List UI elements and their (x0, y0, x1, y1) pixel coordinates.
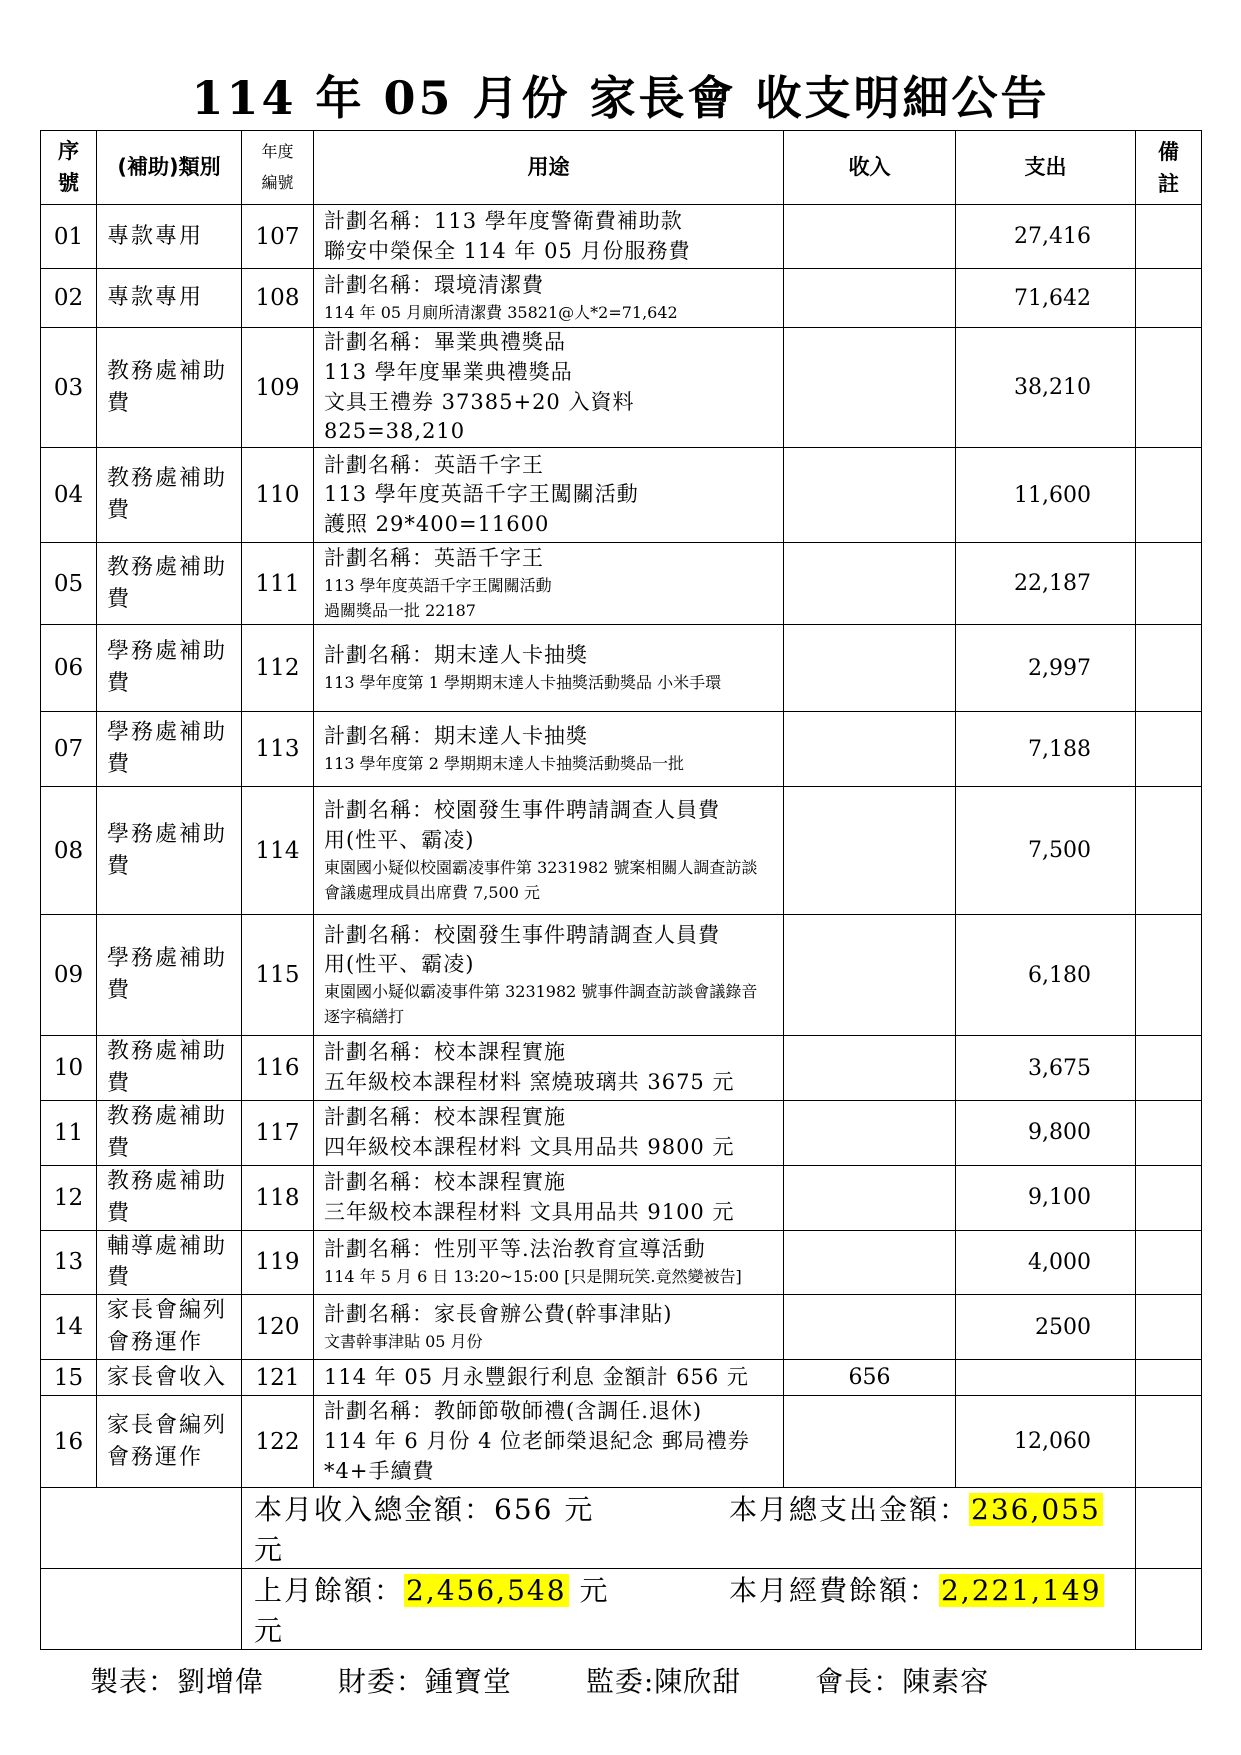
header-category: (補助)類別 (97, 131, 242, 205)
row-seq: 01 (41, 205, 97, 269)
row-seq: 08 (41, 787, 97, 915)
month-balance: 本月經費餘額：2,221,149 元 (254, 1574, 1102, 1648)
summary-spacer (41, 1569, 242, 1650)
row-use (314, 269, 784, 328)
row-note (1136, 448, 1202, 543)
row-category: 輔導處補助費 (97, 1230, 242, 1295)
row-use (314, 1396, 784, 1488)
row-use-line: 計劃名稱：教師節敬師禮(含調任.退休) (324, 1398, 703, 1423)
row-expense: 22,187 (956, 543, 1136, 625)
row-use-line: 113 學年度第 2 學期期末達人卡抽獎活動獎品一批 (324, 753, 684, 773)
row-use-line: 計劃名稱：期末達人卡抽獎 (324, 642, 588, 667)
row-category: 專款專用 (97, 269, 242, 328)
row-use-line: 計劃名稱：環境清潔費 (324, 272, 544, 297)
row-use (314, 1295, 784, 1360)
row-use-line: 五年級校本課程材料 窯燒玻璃共 3675 元 (324, 1070, 735, 1095)
header-note: 備 註 (1136, 131, 1202, 205)
signature-line (90, 1660, 1053, 1700)
row-code: 122 (242, 1396, 314, 1488)
summary-note (1136, 1569, 1202, 1650)
row-use-line: 計劃名稱：113 學年度警衛費補助款 (324, 208, 683, 233)
row-use (314, 712, 784, 787)
row-note (1136, 625, 1202, 712)
row-seq: 13 (41, 1230, 97, 1295)
row-income (784, 1101, 956, 1166)
row-income (784, 787, 956, 915)
row-note (1136, 328, 1202, 448)
table-row (41, 1295, 1202, 1360)
row-income (784, 1230, 956, 1295)
row-code: 112 (242, 625, 314, 712)
row-seq: 09 (41, 915, 97, 1036)
row-use-line: 用(性平、霸凌) (324, 952, 475, 977)
row-expense: 7,188 (956, 712, 1136, 787)
row-code: 115 (242, 915, 314, 1036)
row-seq: 12 (41, 1165, 97, 1230)
row-income (784, 915, 956, 1036)
row-income (784, 712, 956, 787)
signature-chair: 會長：陳素容 (815, 1665, 990, 1698)
row-code: 110 (242, 448, 314, 543)
row-note (1136, 712, 1202, 787)
row-income (784, 205, 956, 269)
row-income (784, 1165, 956, 1230)
header-use: 用途 (314, 131, 784, 205)
row-use-line: 計劃名稱：性別平等.法治教育宣導活動 (324, 1237, 706, 1262)
row-use-line: 四年級校本課程材料 文具用品共 9800 元 (324, 1134, 735, 1159)
row-use-line: 文具王禮券 37385+20 入資料 825=38,210 (324, 389, 635, 444)
table-row (41, 915, 1202, 1036)
row-seq: 10 (41, 1036, 97, 1101)
row-use-line: 113 學年度英語千字王闖關活動 (324, 482, 639, 507)
row-expense: 27,416 (956, 205, 1136, 269)
row-expense: 2500 (956, 1295, 1136, 1360)
table-row (41, 1230, 1202, 1295)
row-expense: 2,997 (956, 625, 1136, 712)
row-note (1136, 1230, 1202, 1295)
row-code: 121 (242, 1360, 314, 1396)
row-note (1136, 1360, 1202, 1396)
row-expense (956, 1360, 1136, 1396)
row-use (314, 1101, 784, 1166)
row-code: 117 (242, 1101, 314, 1166)
row-income: 656 (784, 1360, 956, 1396)
row-use-line: 護照 29*400=11600 (324, 512, 550, 537)
row-expense: 71,642 (956, 269, 1136, 328)
summary-row-2 (41, 1569, 1202, 1650)
row-use-line: 計劃名稱：校本課程實施 (324, 1040, 566, 1065)
row-use (314, 787, 784, 915)
header-row (41, 131, 1202, 205)
row-category: 專款專用 (97, 205, 242, 269)
row-income (784, 328, 956, 448)
ledger-table (40, 130, 1202, 1650)
table-row (41, 1101, 1202, 1166)
row-expense: 9,100 (956, 1165, 1136, 1230)
row-use (314, 1360, 784, 1396)
table-row (41, 1360, 1202, 1396)
row-use-line: 114 年 5 月 6 日 13:20~15:00 [只是開玩笑.竟然變被告] (324, 1266, 742, 1286)
row-income (784, 1036, 956, 1101)
row-note (1136, 1295, 1202, 1360)
row-use (314, 205, 784, 269)
row-use-line: 計劃名稱：英語千字王 (324, 546, 544, 571)
row-expense: 38,210 (956, 328, 1136, 448)
row-code: 109 (242, 328, 314, 448)
row-use-line: 計劃名稱：英語千字王 (324, 452, 544, 477)
month-expense-total: 本月總支出金額：236,055 元 (254, 1493, 1101, 1567)
row-seq: 06 (41, 625, 97, 712)
page-title: 114 年 05 月份 家長會 收支明細公告 (191, 71, 1050, 125)
row-category: 教務處補助費 (97, 543, 242, 625)
summary-month-totals (242, 1488, 1136, 1569)
row-use-line: 計劃名稱：校園發生事件聘請調查人員費 (324, 922, 720, 947)
row-expense: 12,060 (956, 1396, 1136, 1488)
row-use-line: 114 年 05 月永豐銀行利息 金額計 656 元 (324, 1364, 749, 1389)
row-expense: 6,180 (956, 915, 1136, 1036)
row-income (784, 269, 956, 328)
row-use-line: 聯安中榮保全 114 年 05 月份服務費 (324, 238, 691, 263)
row-code: 114 (242, 787, 314, 915)
row-use (314, 543, 784, 625)
row-income (784, 448, 956, 543)
row-category: 家長會編列會務運作 (97, 1396, 242, 1488)
row-note (1136, 1036, 1202, 1101)
table-row (41, 787, 1202, 915)
row-expense: 9,800 (956, 1101, 1136, 1166)
table-row (41, 269, 1202, 328)
row-use-line: 文書幹事津貼 05 月份 (324, 1331, 483, 1351)
summary-balances (242, 1569, 1136, 1650)
summary-row-1 (41, 1488, 1202, 1569)
row-use-line: 114 年 6 月份 4 位老師榮退紀念 郵局禮券*4+手續費 (324, 1428, 750, 1483)
row-use (314, 1230, 784, 1295)
row-category: 教務處補助費 (97, 1165, 242, 1230)
row-seq: 15 (41, 1360, 97, 1396)
row-use-line: 三年級校本課程材料 文具用品共 9100 元 (324, 1199, 735, 1224)
row-use (314, 915, 784, 1036)
table-row (41, 448, 1202, 543)
previous-balance: 上月餘額：2,456,548 元 (254, 1574, 610, 1608)
row-use-line: 計劃名稱：校本課程實施 (324, 1169, 566, 1194)
row-income (784, 1396, 956, 1488)
row-use-line: 114 年 05 月廁所清潔費 35821@人*2=71,642 (324, 302, 678, 322)
row-use (314, 1165, 784, 1230)
row-seq: 07 (41, 712, 97, 787)
row-use (314, 625, 784, 712)
row-note (1136, 1396, 1202, 1488)
row-use-line: 用(性平、霸凌) (324, 827, 475, 852)
table-row (41, 328, 1202, 448)
table-row (41, 625, 1202, 712)
row-category: 教務處補助費 (97, 328, 242, 448)
row-use-line: 過關獎品一批 22187 (324, 600, 476, 620)
row-use-line: 計劃名稱：校本課程實施 (324, 1105, 566, 1130)
row-note (1136, 1101, 1202, 1166)
row-seq: 05 (41, 543, 97, 625)
row-note (1136, 787, 1202, 915)
ledger-rows (41, 205, 1202, 1488)
row-use-line: 113 學年度第 1 學期期末達人卡抽獎活動獎品 小米手環 (324, 672, 722, 692)
row-expense: 11,600 (956, 448, 1136, 543)
row-seq: 04 (41, 448, 97, 543)
row-seq: 11 (41, 1101, 97, 1166)
row-seq: 16 (41, 1396, 97, 1488)
row-category: 教務處補助費 (97, 1036, 242, 1101)
row-use-line: 113 學年度英語千字王闖關活動 (324, 575, 552, 595)
row-category: 教務處補助費 (97, 1101, 242, 1166)
row-note (1136, 543, 1202, 625)
row-category: 家長會編列會務運作 (97, 1295, 242, 1360)
row-note (1136, 915, 1202, 1036)
row-note (1136, 269, 1202, 328)
row-code: 120 (242, 1295, 314, 1360)
row-category: 家長會收入 (97, 1360, 242, 1396)
header-code: 年度 編號 (242, 131, 314, 205)
header-expense: 支出 (956, 131, 1136, 205)
row-category: 學務處補助費 (97, 787, 242, 915)
table-row (41, 712, 1202, 787)
month-income-total: 本月收入總金額：656 元 (254, 1493, 595, 1527)
row-code: 113 (242, 712, 314, 787)
row-use-line: 東園國小疑似霸凌事件第 3231982 號事件調查訪談會議錄音逐字稿繕打 (324, 982, 758, 1027)
row-category: 學務處補助費 (97, 625, 242, 712)
row-code: 108 (242, 269, 314, 328)
row-code: 111 (242, 543, 314, 625)
row-code: 119 (242, 1230, 314, 1295)
header-seq: 序 號 (41, 131, 97, 205)
header-income: 收入 (784, 131, 956, 205)
row-use-line: 計劃名稱：家長會辦公費(幹事津貼) (324, 1301, 673, 1326)
signature-finance: 財委：鍾寶堂 (337, 1665, 512, 1698)
row-use-line: 計劃名稱：校園發生事件聘請調查人員費 (324, 798, 720, 823)
row-note (1136, 1165, 1202, 1230)
table-row (41, 1165, 1202, 1230)
row-use (314, 448, 784, 543)
row-expense: 7,500 (956, 787, 1136, 915)
row-category: 學務處補助費 (97, 712, 242, 787)
row-use (314, 328, 784, 448)
row-seq: 14 (41, 1295, 97, 1360)
row-code: 107 (242, 205, 314, 269)
table-row (41, 1396, 1202, 1488)
row-income (784, 625, 956, 712)
row-expense: 3,675 (956, 1036, 1136, 1101)
row-use-line: 計劃名稱：畢業典禮獎品 (324, 330, 566, 354)
row-category: 學務處補助費 (97, 915, 242, 1036)
table-row (41, 1036, 1202, 1101)
table-row (41, 205, 1202, 269)
row-seq: 02 (41, 269, 97, 328)
row-use (314, 1036, 784, 1101)
summary-spacer (41, 1488, 242, 1569)
row-use-line: 計劃名稱：期末達人卡抽獎 (324, 723, 588, 748)
signature-supervisor: 監委:陳欣甜 (585, 1665, 742, 1698)
row-category: 教務處補助費 (97, 448, 242, 543)
row-code: 116 (242, 1036, 314, 1101)
row-income (784, 1295, 956, 1360)
row-note (1136, 205, 1202, 269)
row-seq: 03 (41, 328, 97, 448)
row-income (784, 543, 956, 625)
row-expense: 4,000 (956, 1230, 1136, 1295)
row-code: 118 (242, 1165, 314, 1230)
row-use-line: 113 學年度畢業典禮獎品 (324, 359, 573, 384)
summary-note (1136, 1488, 1202, 1569)
row-use-line: 東園國小疑似校園霸凌事件第 3231982 號案相關人調查訪談會議處理成員出席費 7,500 元 (324, 857, 758, 902)
signature-preparer: 製表：劉增偉 (90, 1665, 265, 1698)
table-row (41, 543, 1202, 625)
